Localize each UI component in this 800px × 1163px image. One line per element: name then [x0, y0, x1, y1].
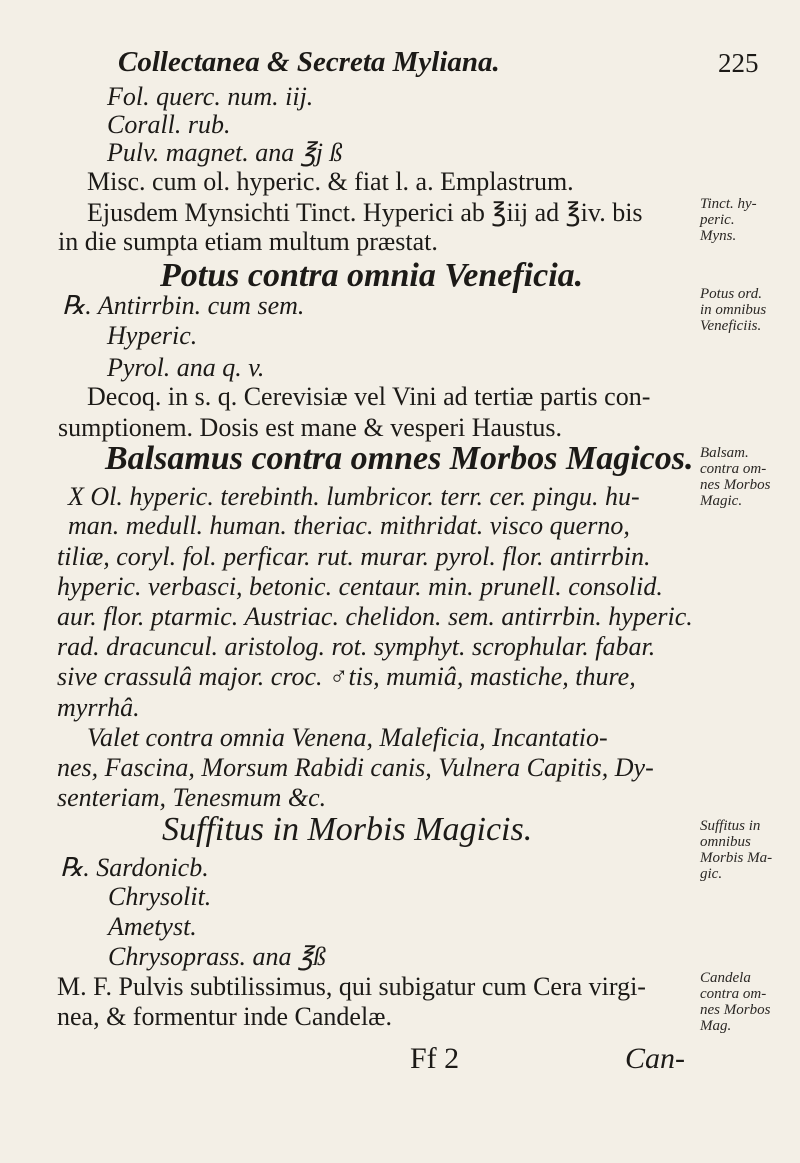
text-line: Misc. cum ol. hyperic. & fiat l. a. Emplastrum. [87, 167, 574, 196]
text-line: Ametyst. [108, 912, 197, 941]
text-line: Chrysoprass. ana ℥ß [108, 942, 326, 971]
section-heading: Balsamus contra omnes Morbos Magicos. [105, 440, 694, 477]
text-line: Valet contra omnia Venena, Maleficia, Incantatio- [87, 723, 608, 752]
text-line: aur. flor. ptarmic. Austriac. chelidon. sem. antirrbin. hyperic. [57, 602, 693, 631]
text-line: hyperic. verbasci, betonic. centaur. min. prunell. consolid. [57, 572, 663, 601]
text-line: sumptionem. Dosis est mane & vesperi Haustus. [58, 413, 563, 442]
section-heading: Suffitus in Morbis Magicis. [162, 811, 533, 848]
text-line: Corall. rub. [107, 110, 231, 139]
catchword: Can- [625, 1042, 685, 1075]
text-line: ℞. Sardonicb. [60, 853, 209, 882]
margin-note: Tinct. hy- peric. Myns. [700, 196, 757, 244]
signature-mark: Ff 2 [410, 1042, 460, 1075]
margin-note: Candela contra om- nes Morbos Mag. [700, 970, 771, 1034]
text-line: Hyperic. [107, 321, 198, 350]
text-line: Ejusdem Mynsichti Tinct. Hyperici ab ℥iij ad ℥iv. bis [87, 198, 643, 227]
text-line: M. F. Pulvis subtilissimus, qui subigatur cum Cera virgi- [57, 972, 646, 1001]
text-line: rad. dracuncul. aristolog. rot. symphyt. scrophular. fabar. [57, 632, 656, 661]
text-line: Pyrol. ana q. v. [107, 353, 265, 382]
text-line: nes, Fascina, Morsum Rabidi canis, Vulnera Capitis, Dy- [57, 753, 654, 782]
text-line: myrrhâ. [57, 693, 140, 722]
page-number: 225 [718, 48, 759, 78]
margin-note: Potus ord. in omnibus Veneficiis. [700, 286, 767, 334]
section-heading: Potus contra omnia Veneficia. [160, 257, 584, 294]
text-line: sive crassulâ major. croc. ♂tis, mumiâ, mastiche, thure, [57, 662, 636, 691]
text-line: Decoq. in s. q. Cerevisiæ vel Vini ad tertiæ partis con- [87, 382, 651, 411]
text-line: Pulv. magnet. ana ℥j ß [107, 138, 343, 167]
text-line: tiliæ, coryl. fol. perficar. rut. murar. pyrol. flor. antirrbin. [57, 542, 651, 571]
text-line: senteriam, Tenesmum &c. [57, 783, 327, 812]
margin-note: Balsam. contra om- nes Morbos Magic. [700, 445, 771, 509]
text-line: Fol. querc. num. iij. [107, 82, 314, 111]
running-title: Collectanea & Secreta Myliana. [118, 46, 500, 78]
text-line: ℞. Antirrbin. cum sem. [62, 291, 305, 320]
text-line: in die sumpta etiam multum præstat. [58, 227, 438, 256]
margin-note: Suffitus in omnibus Morbis Ma- gic. [700, 818, 773, 882]
text-line: man. medull. human. theriac. mithridat. visco querno, [68, 511, 630, 540]
text-line: X Ol. hyperic. terebinth. lumbricor. terr. cer. pingu. hu- [68, 482, 640, 511]
text-line: Chrysolit. [108, 882, 212, 911]
text-line: nea, & formentur inde Candelæ. [57, 1002, 393, 1031]
